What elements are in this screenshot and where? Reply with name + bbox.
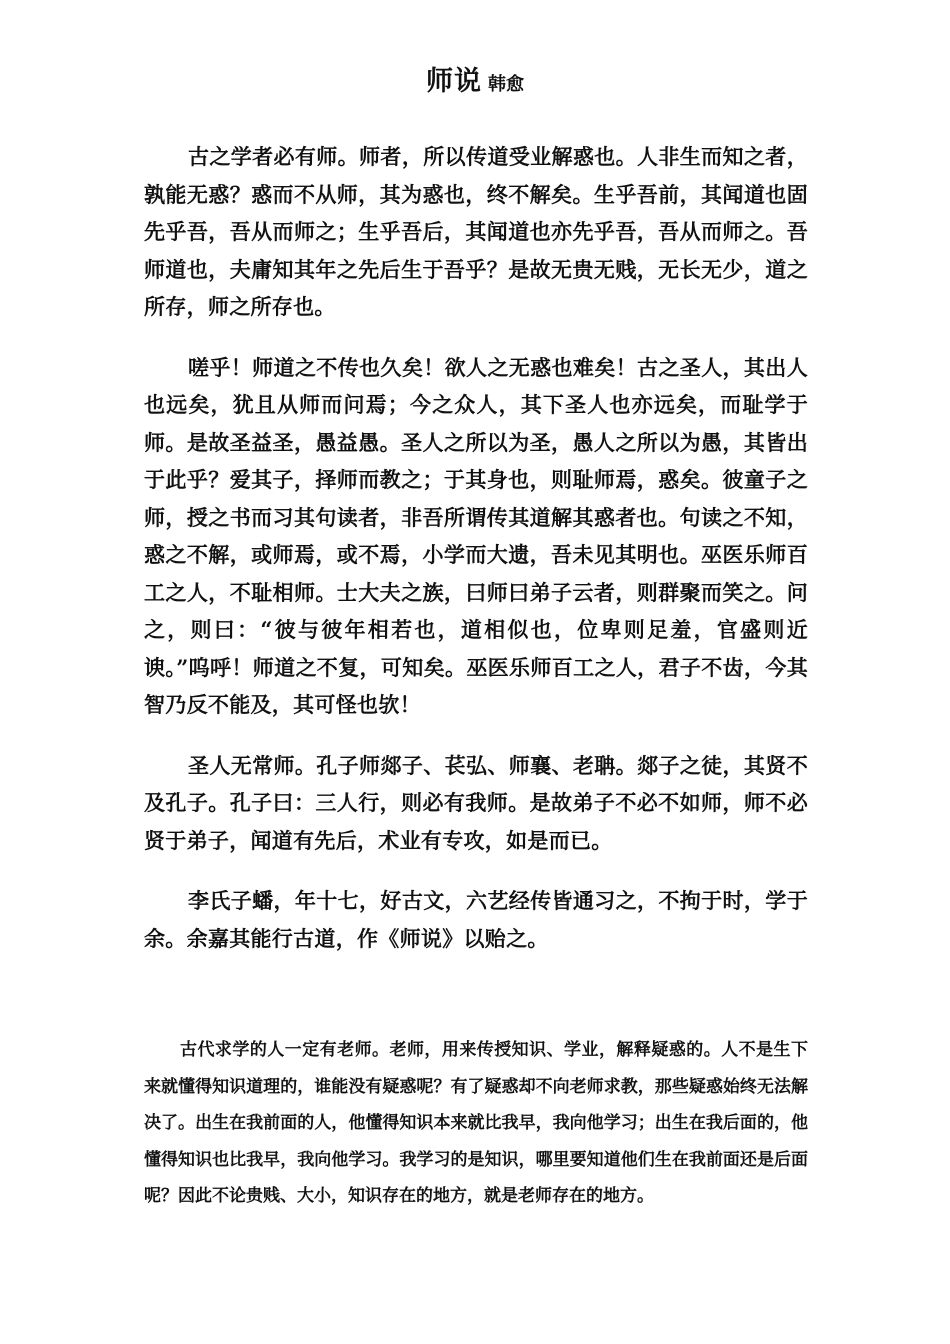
document-author: 韩愈	[488, 74, 524, 95]
document-title: 师说	[426, 66, 482, 97]
paragraph-3: 圣人无常师。孔子师郯子、苌弘、师襄、老聃。郯子之徒，其贤不及孔子。孔子曰：三人行，则必有我师。是故弟子不必不如师，师不必贤于弟子，闻道有先后，术业有专攻，如是而已。	[144, 752, 808, 853]
paragraph-2: 嗟乎！师道之不传也久矣！欲人之无惑也难矣！古之圣人，其出人也远矣，犹且从师而问焉；今之众人，其下圣人也亦远矣，而耻学于师。是故圣益圣，愚益愚。圣人之所以为圣，愚人之所以为愚，其皆出于此乎？爱其子，择师而教之；于其身也，则耻师焉，惑矣。彼童子之师，授之书而习其句读者，非吾所谓传其道解其惑者也。句读之不知，惑之不解，或师焉，或不焉，小学而大遗，吾未见其明也。巫医乐师百工之人，不耻相师。士大夫之族，曰师曰弟子云者，则群聚而笑之。问之，则曰：“彼与彼年相若也，道相似也，位卑则足羞，官盛则近谀。”呜呼！师道之不复，可知矣。巫医乐师百工之人，君子不齿，今其智乃反不能及，其可怪也欤！	[144, 354, 808, 717]
translation-paragraph: 古代求学的人一定有老师。老师，用来传授知识、学业，解释疑惑的。人不是生下来就懂得知识道理的，谁能没有疑惑呢？有了疑惑却不向老师求教，那些疑惑始终无法解决了。出生在我前面的人，他懂得知识本来就比我早，我向他学习；出生在我后面的，他懂得知识也比我早，我向他学习。我学习的是知识，哪里要知道他们生在我前面还是后面呢？因此不论贵贱、大小，知识存在的地方，就是老师存在的地方。	[144, 1040, 808, 1206]
paragraph-4: 李氏子蟠，年十七，好古文，六艺经传皆通习之，不拘于时，学于余。余嘉其能行古道，作《师说》以贻之。	[144, 888, 808, 951]
original-text	[144, 138, 808, 980]
translation-section	[144, 1032, 808, 1215]
paragraph-1: 古之学者必有师。师者，所以传道受业解惑也。人非生而知之者，孰能无惑？惑而不从师，其为惑也，终不解矣。生乎吾前，其闻道也固先乎吾，吾从而师之；生乎吾后，其闻道也亦先乎吾，吾从而师之。吾师道也，夫庸知其年之先后生于吾乎？是故无贵无贱，无长无少，道之所存，师之所存也。	[144, 144, 808, 319]
title-line	[0, 62, 950, 105]
